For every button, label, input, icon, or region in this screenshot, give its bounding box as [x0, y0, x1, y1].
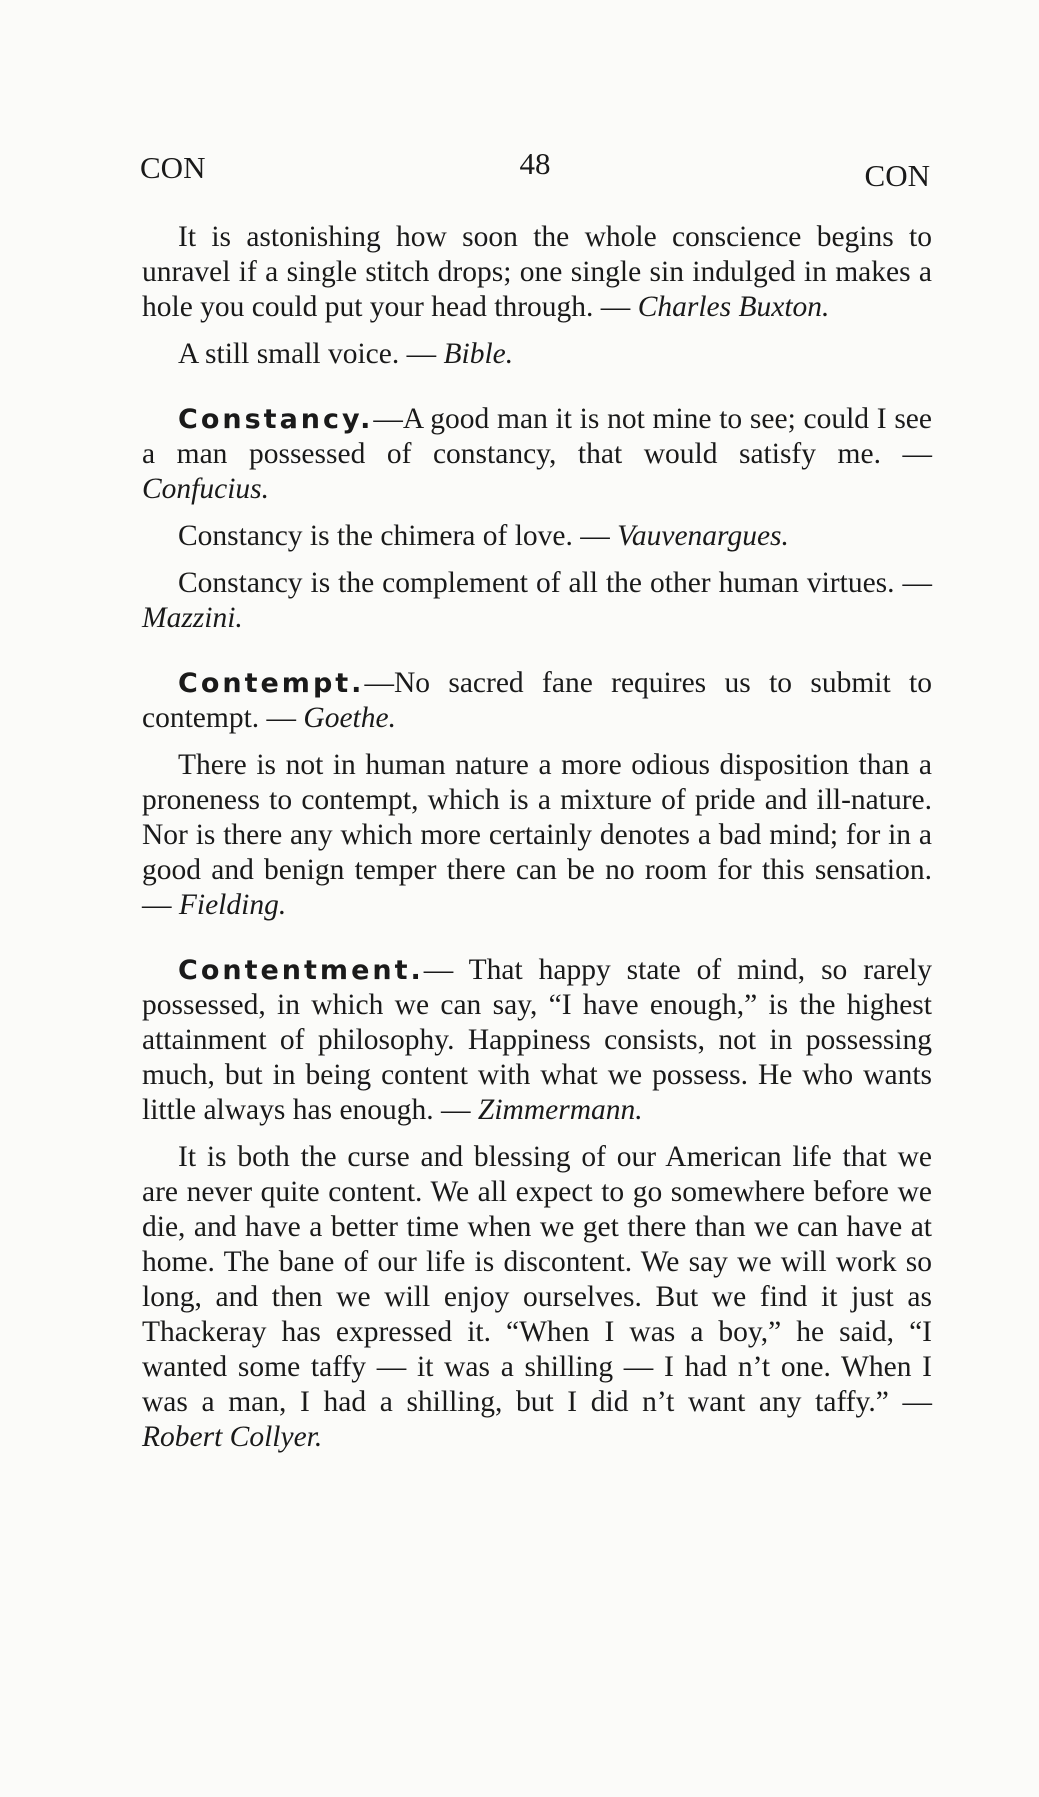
quotation-paragraph: It is astonishing how soon the whole conscience begins to unravel if a single stitch drops; one single sin indulged in makes a hole you could put your head through. — Charles Buxton.	[142, 221, 932, 323]
quote-author: Goethe.	[303, 702, 396, 734]
entry-term: Contempt.	[178, 668, 365, 699]
entry-constancy: Constancy.—A good man it is not mine to see; could I see a man possessed of constancy, that would satisfy me. — Confucius.	[142, 403, 932, 505]
quotation-paragraph: Constancy is the complement of all the other human virtues. — Mazzini.	[142, 567, 932, 634]
header-right-keyword: CON	[864, 158, 930, 193]
quote-author: Vauvenargues.	[617, 520, 789, 552]
quote-author: Mazzini.	[142, 602, 243, 634]
entry-contempt: Contempt.—No sacred fane requires us to submit to contempt. — Goethe.	[142, 667, 932, 734]
quote-author: Bible.	[443, 338, 514, 370]
entry-contentment: Contentment.— That happy state of mind, so rarely possessed, in which we can say, “I have enough,” is the highest attainment of philosophy. Happiness consists, not in possessing much, but in being content with what we possess. He who wants little always has enough. — Zimmermann.	[142, 954, 932, 1126]
quote-author: Zimmermann.	[477, 1094, 643, 1126]
quotation-paragraph: Constancy is the chimera of love. — Vauvenargues.	[178, 520, 789, 552]
entry-term: Constancy.	[178, 404, 374, 435]
running-header	[140, 146, 930, 193]
quotations-body	[142, 220, 932, 1467]
quote-author: Confucius.	[142, 473, 270, 505]
quote-author: Charles Buxton.	[637, 291, 830, 323]
quote-author: Fielding.	[178, 889, 287, 921]
header-left-keyword: CON	[140, 150, 206, 185]
quote-author: Robert Collyer.	[142, 1421, 323, 1453]
quotation-paragraph: It is both the curse and blessing of our American life that we are never quite content. We all expect to go somewhere before we die, and have a better time when we get there than we can have at home. The bane of our life is discontent. We say we will work so long, and then we will enjoy ourselves. But we find it just as Thackeray has expressed it. “When I was a boy,” he said, “I wanted some taffy — it was a shilling — I had n’t one. When I was a man, I had a shilling, but I did n’t want any taffy.” — Robert Collyer.	[142, 1141, 932, 1453]
page-number: 48	[519, 146, 551, 181]
quotation-paragraph: A still small voice. — Bible.	[178, 338, 514, 370]
quotation-paragraph: There is not in human nature a more odious disposition than a proneness to contempt, which is a mixture of pride and ill-nature. Nor is there any which more certainly denotes a bad mind; for in a good and benign temper there can be no room for this sensation. — Fielding.	[142, 749, 932, 921]
entry-term: Contentment.	[178, 955, 424, 986]
